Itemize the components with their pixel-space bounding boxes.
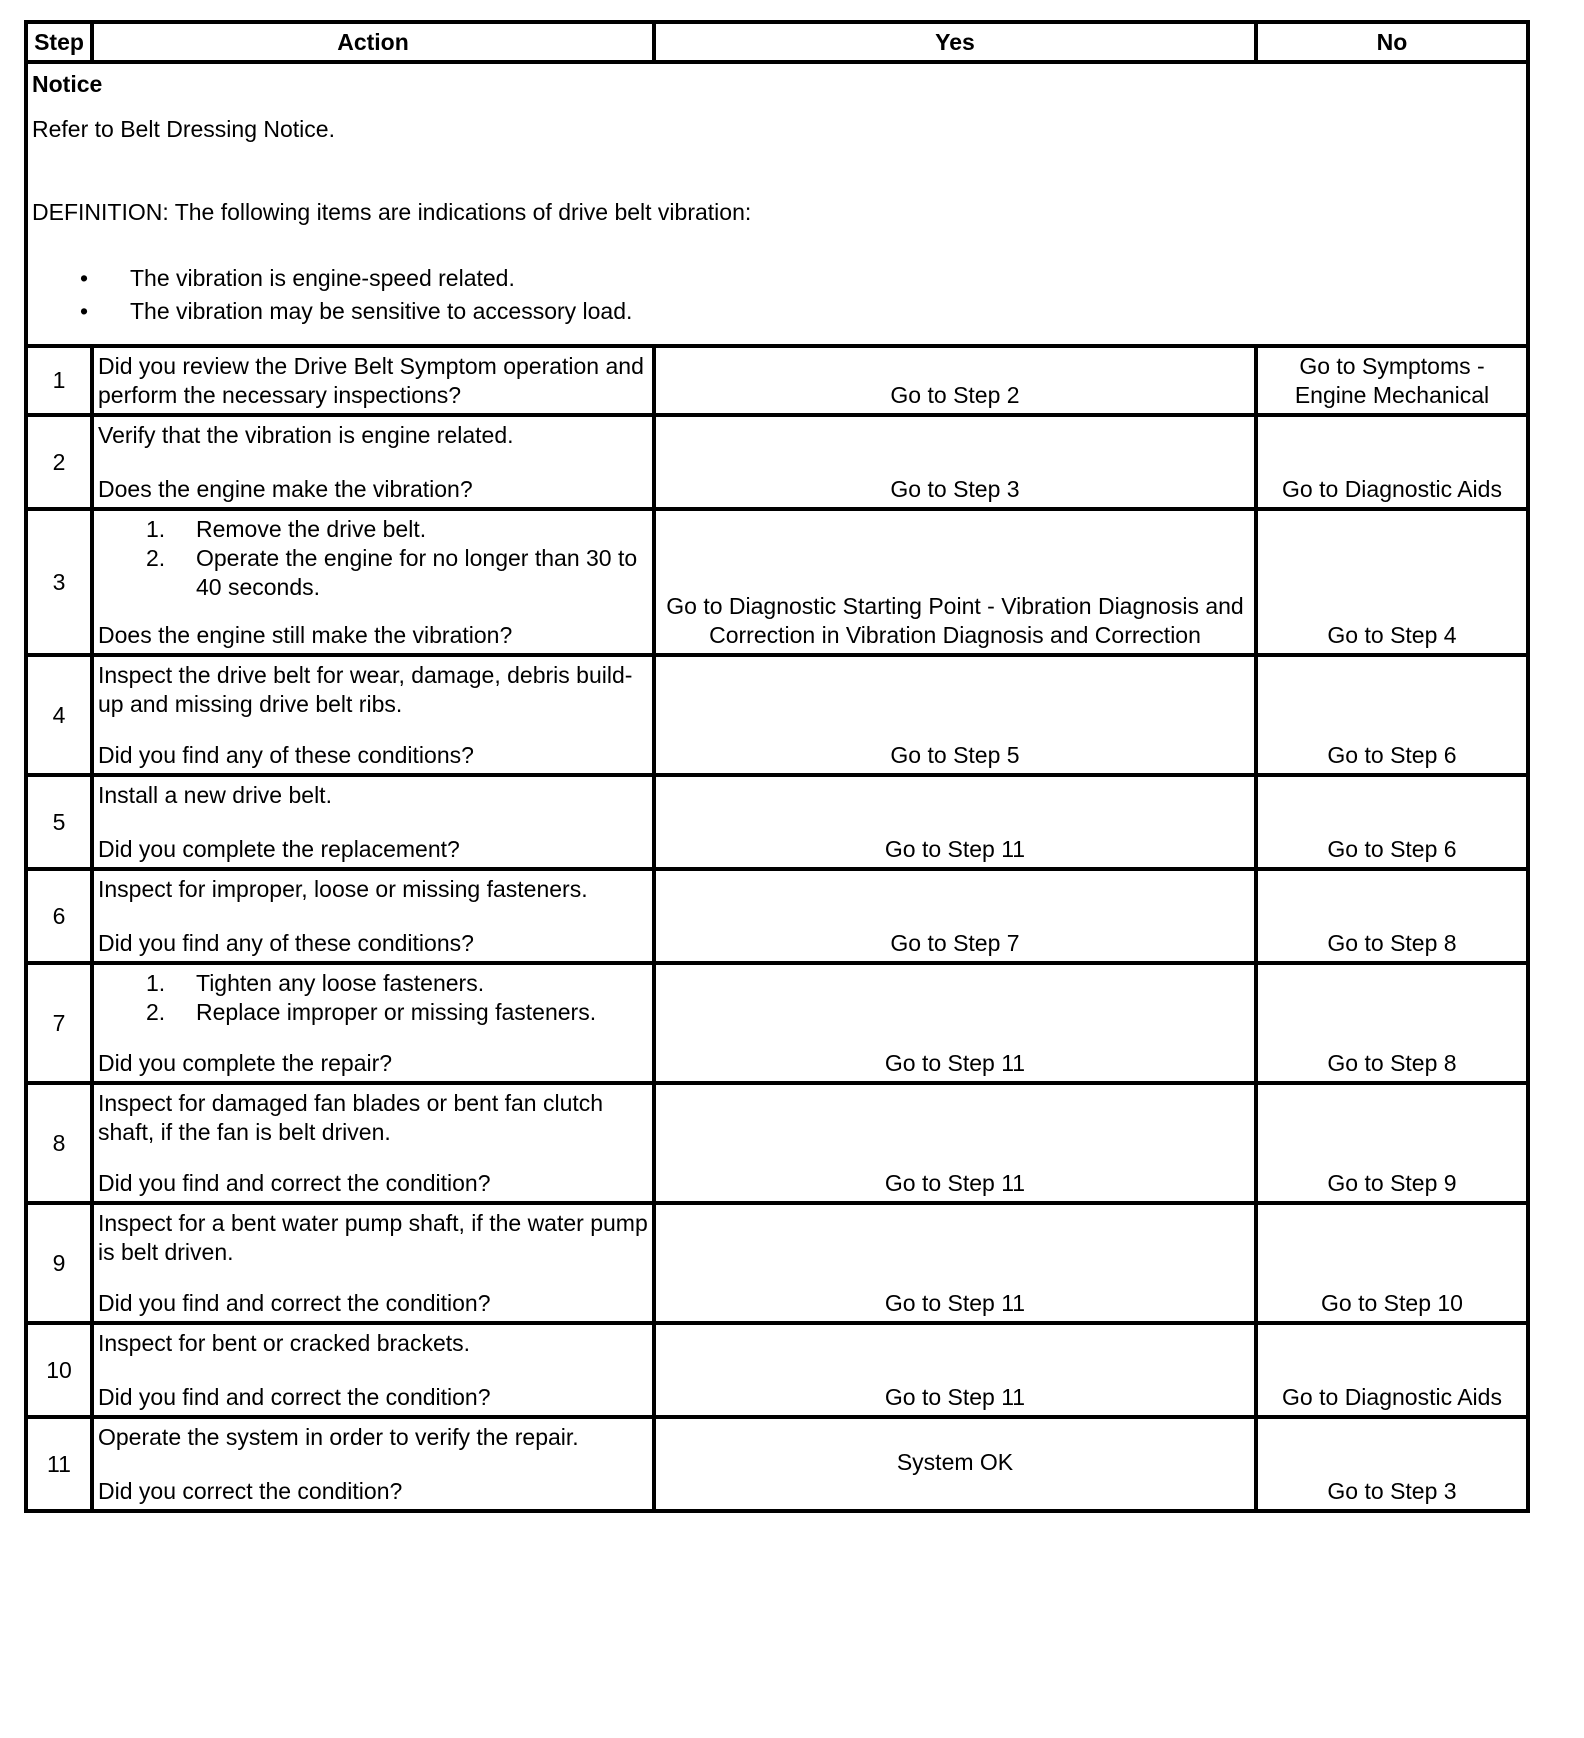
header-yes: Yes [654, 22, 1256, 62]
step-action [92, 1203, 654, 1323]
no-outcome: Go to Step 6 [1256, 655, 1528, 775]
action-content [98, 1209, 648, 1317]
action-top-group [98, 1209, 648, 1267]
step-row [26, 1323, 1528, 1417]
step-row [26, 775, 1528, 869]
step-action [92, 963, 654, 1083]
no-outcome: Go to Step 9 [1256, 1083, 1528, 1203]
action-top-group [98, 1423, 648, 1452]
action-question: Did you find and correct the condition? [98, 1169, 491, 1196]
action-instruction: Inspect for a bent water pump shaft, if the water pump is belt driven. [98, 1210, 648, 1265]
step-row [26, 963, 1528, 1083]
action-content [98, 661, 648, 769]
action-top-group [98, 661, 648, 719]
no-outcome: Go to Step 8 [1256, 869, 1528, 963]
list-text: Remove the drive belt. [196, 516, 427, 543]
list-number: 2. [146, 545, 166, 571]
action-question: Did you correct the condition? [98, 1477, 403, 1504]
action-content [98, 1423, 648, 1505]
action-instruction: Operate the system in order to verify the repair. [98, 1424, 579, 1451]
yes-outcome: Go to Step 2 [654, 346, 1256, 416]
action-top-group [98, 352, 648, 410]
list-number: 1. [146, 516, 166, 543]
definition-item: • The vibration may be sensitive to accessory load. [130, 297, 1522, 326]
step-row [26, 655, 1528, 775]
header-step: Step [26, 22, 92, 62]
step-number: 8 [26, 1083, 92, 1203]
step-action [92, 509, 654, 655]
no-outcome: Go to Symptoms - Engine Mechanical [1256, 346, 1528, 416]
action-question: Does the engine still make the vibration? [98, 621, 513, 648]
notice-cell [26, 62, 1528, 346]
action-list-item [146, 998, 648, 1027]
no-outcome: Go to Step 6 [1256, 775, 1528, 869]
step-number: 1 [26, 346, 92, 416]
step-number: 4 [26, 655, 92, 775]
definition-item: • The vibration is engine-speed related. [130, 264, 1522, 293]
action-top-group [98, 781, 648, 810]
action-question: Does the engine make the vibration? [98, 475, 473, 502]
no-outcome: Go to Diagnostic Aids [1256, 1323, 1528, 1417]
notice-row [26, 62, 1528, 346]
step-row [26, 415, 1528, 509]
yes-outcome: Go to Step 11 [654, 1083, 1256, 1203]
step-number: 11 [26, 1417, 92, 1511]
action-content [98, 515, 648, 649]
no-outcome: Go to Step 4 [1256, 509, 1528, 655]
action-top-group [98, 1329, 648, 1358]
action-top-group [98, 969, 648, 1027]
list-number: 1. [146, 970, 166, 997]
list-text: Tighten any loose fasteners. [196, 970, 485, 997]
header-no: No [1256, 22, 1528, 62]
step-action [92, 346, 654, 416]
action-top-group [98, 421, 648, 450]
action-content [98, 1329, 648, 1411]
step-row [26, 869, 1528, 963]
action-content [98, 1089, 648, 1197]
step-row [26, 1083, 1528, 1203]
no-outcome: Go to Diagnostic Aids [1256, 415, 1528, 509]
notice-text: Refer to Belt Dressing Notice. [32, 115, 335, 142]
action-question: Did you find and correct the condition? [98, 1289, 491, 1316]
action-question: Did you complete the repair? [98, 1049, 393, 1076]
yes-outcome: Go to Step 11 [654, 963, 1256, 1083]
action-content [98, 969, 648, 1077]
action-instruction: Inspect for improper, loose or missing fasteners. [98, 876, 588, 903]
step-row [26, 1417, 1528, 1511]
list-number: 2. [146, 999, 166, 1025]
definition-text: DEFINITION: The following items are indications of drive belt vibration: [32, 198, 752, 225]
header-row [26, 22, 1528, 62]
action-content [98, 421, 648, 503]
step-row [26, 509, 1528, 655]
step-action [92, 1083, 654, 1203]
action-question: Did you find and correct the condition? [98, 1383, 491, 1410]
action-content [98, 875, 648, 957]
yes-outcome: Go to Step 11 [654, 775, 1256, 869]
action-content [98, 352, 648, 410]
step-number: 5 [26, 775, 92, 869]
yes-outcome: Go to Step 3 [654, 415, 1256, 509]
step-action [92, 655, 654, 775]
action-list-item [146, 515, 648, 544]
action-content [98, 781, 648, 863]
step-action [92, 1323, 654, 1417]
action-numbered-list [98, 515, 648, 601]
yes-outcome: System OK [654, 1417, 1256, 1511]
step-number: 10 [26, 1323, 92, 1417]
yes-outcome: Go to Step 11 [654, 1203, 1256, 1323]
yes-outcome: Go to Step 7 [654, 869, 1256, 963]
action-top-group [98, 515, 648, 601]
action-instruction: Did you review the Drive Belt Symptom operation and perform the necessary inspections? [98, 352, 644, 408]
list-text: Operate the engine for no longer than 30 to 40 seconds. [196, 545, 638, 600]
step-number: 9 [26, 1203, 92, 1323]
action-question: Did you find any of these conditions? [98, 741, 474, 768]
step-row [26, 1203, 1528, 1323]
definition-list [32, 264, 1522, 326]
step-row [26, 346, 1528, 416]
no-outcome: Go to Step 3 [1256, 1417, 1528, 1511]
yes-outcome: Go to Diagnostic Starting Point - Vibration Diagnosis and Correction in Vibration Diagnosis and Correction [654, 509, 1256, 655]
step-number: 2 [26, 415, 92, 509]
step-action [92, 1417, 654, 1511]
yes-outcome: Go to Step 5 [654, 655, 1256, 775]
diagnostic-table [24, 20, 1530, 1513]
action-list-item [146, 544, 648, 602]
no-outcome: Go to Step 8 [1256, 963, 1528, 1083]
action-question: Did you find any of these conditions? [98, 929, 474, 956]
step-action [92, 415, 654, 509]
action-instruction: Inspect for damaged fan blades or bent fan clutch shaft, if the fan is belt driven. [98, 1090, 604, 1145]
action-instruction: Inspect the drive belt for wear, damage, debris build-up and missing drive belt ribs. [98, 662, 633, 717]
step-number: 3 [26, 509, 92, 655]
action-top-group [98, 875, 648, 904]
no-outcome: Go to Step 10 [1256, 1203, 1528, 1323]
step-number: 7 [26, 963, 92, 1083]
action-instruction: Inspect for bent or cracked brackets. [98, 1330, 471, 1357]
action-list-item [146, 969, 648, 998]
yes-outcome: Go to Step 11 [654, 1323, 1256, 1417]
action-instruction: Install a new drive belt. [98, 782, 332, 809]
step-number: 6 [26, 869, 92, 963]
list-text: Replace improper or missing fasteners. [196, 999, 597, 1025]
step-action [92, 775, 654, 869]
action-numbered-list [98, 969, 648, 1027]
action-question: Did you complete the replacement? [98, 835, 460, 862]
header-action: Action [92, 22, 654, 62]
action-instruction: Verify that the vibration is engine related. [98, 422, 514, 449]
notice-title: Notice [32, 71, 103, 97]
step-action [92, 869, 654, 963]
action-top-group [98, 1089, 648, 1147]
